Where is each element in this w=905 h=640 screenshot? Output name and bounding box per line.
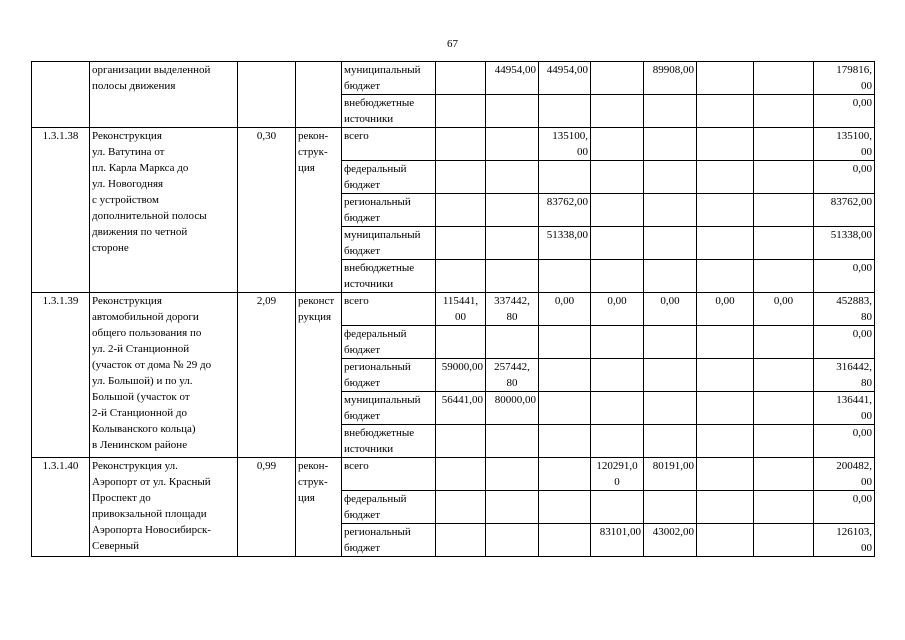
value-cell xyxy=(754,95,814,128)
funding-source-cell: федеральный бюджет xyxy=(342,326,436,359)
value-cell xyxy=(644,227,697,260)
funding-source-cell: региональный бюджет xyxy=(342,524,436,557)
value-cell xyxy=(754,392,814,425)
value-cell xyxy=(697,62,754,95)
value-cell xyxy=(539,161,591,194)
table-row xyxy=(32,293,875,326)
value-cell xyxy=(644,128,697,161)
value-cell: 44954,00 xyxy=(539,62,591,95)
length-cell xyxy=(238,62,296,128)
item-name-cell: организации выделенной полосы движения xyxy=(90,62,238,128)
value-cell xyxy=(644,326,697,359)
value-cell xyxy=(486,425,539,458)
value-cell xyxy=(591,62,644,95)
value-cell xyxy=(539,326,591,359)
total-cell: 0,00 xyxy=(814,95,875,128)
value-cell xyxy=(436,425,486,458)
value-cell xyxy=(436,227,486,260)
value-cell xyxy=(697,524,754,557)
value-cell: 0,00 xyxy=(697,293,754,326)
funding-source-cell: федеральный бюджет xyxy=(342,161,436,194)
value-cell xyxy=(436,62,486,95)
work-type-cell: рекон- струк- ция xyxy=(296,128,342,293)
value-cell xyxy=(644,392,697,425)
value-cell xyxy=(539,359,591,392)
value-cell: 59000,00 xyxy=(436,359,486,392)
value-cell xyxy=(486,524,539,557)
value-cell xyxy=(697,260,754,293)
table-row xyxy=(32,458,875,491)
value-cell xyxy=(644,425,697,458)
funding-source-cell: федеральный бюджет xyxy=(342,491,436,524)
funding-source-cell: муниципальный бюджет xyxy=(342,62,436,95)
value-cell xyxy=(754,194,814,227)
value-cell xyxy=(644,161,697,194)
value-cell xyxy=(754,491,814,524)
value-cell: 89908,00 xyxy=(644,62,697,95)
value-cell xyxy=(486,260,539,293)
value-cell: 0,00 xyxy=(754,293,814,326)
value-cell xyxy=(591,227,644,260)
value-cell xyxy=(591,392,644,425)
value-cell xyxy=(754,326,814,359)
total-cell: 0,00 xyxy=(814,491,875,524)
funding-source-cell: региональный бюджет xyxy=(342,359,436,392)
item-name-cell: Реконструкция ул. Ватутина от пл. Карла Маркса до ул. Новогодняя с устройством дополнительной полосы движения по четной стороне xyxy=(90,128,238,293)
value-cell: 80191,00 xyxy=(644,458,697,491)
total-cell: 51338,00 xyxy=(814,227,875,260)
total-cell: 179816, 00 xyxy=(814,62,875,95)
funding-source-cell: региональный бюджет xyxy=(342,194,436,227)
work-type-cell: рекон- струк- ция xyxy=(296,458,342,557)
value-cell xyxy=(754,161,814,194)
value-cell xyxy=(436,524,486,557)
value-cell xyxy=(486,326,539,359)
value-cell: 0,00 xyxy=(644,293,697,326)
value-cell xyxy=(436,128,486,161)
value-cell xyxy=(754,425,814,458)
value-cell: 120291,0 0 xyxy=(591,458,644,491)
value-cell xyxy=(591,95,644,128)
value-cell xyxy=(754,227,814,260)
item-number-cell: 1.3.1.39 xyxy=(32,293,90,458)
item-name-cell: Реконструкция автомобильной дороги общего пользования по ул. 2-й Станционной (участок от дома № 29 до ул. Большой) и по ул. Большой (участок от 2-й Станционной до Колыванского кольца) в Ленинском районе xyxy=(90,293,238,458)
value-cell xyxy=(539,458,591,491)
total-cell: 200482, 00 xyxy=(814,458,875,491)
item-name-cell: Реконструкция ул. Аэропорт от ул. Красный Проспект до привокзальной площади Аэропорта Новосибирск- Северный xyxy=(90,458,238,557)
budget-table xyxy=(31,61,875,557)
total-cell: 135100, 00 xyxy=(814,128,875,161)
item-number-cell xyxy=(32,62,90,128)
total-cell: 0,00 xyxy=(814,425,875,458)
value-cell xyxy=(754,524,814,557)
funding-source-cell: внебюджетные источники xyxy=(342,425,436,458)
value-cell: 83101,00 xyxy=(591,524,644,557)
value-cell: 0,00 xyxy=(591,293,644,326)
value-cell xyxy=(644,260,697,293)
value-cell: 43002,00 xyxy=(644,524,697,557)
value-cell xyxy=(486,128,539,161)
funding-source-cell: внебюджетные источники xyxy=(342,95,436,128)
value-cell xyxy=(486,458,539,491)
value-cell xyxy=(697,95,754,128)
value-cell xyxy=(486,95,539,128)
funding-source-cell: всего xyxy=(342,458,436,491)
value-cell xyxy=(436,95,486,128)
value-cell xyxy=(486,227,539,260)
total-cell: 0,00 xyxy=(814,326,875,359)
value-cell xyxy=(644,194,697,227)
work-type-cell: реконст рукция xyxy=(296,293,342,458)
funding-source-cell: муниципальный бюджет xyxy=(342,227,436,260)
value-cell: 135100, 00 xyxy=(539,128,591,161)
length-cell: 2,09 xyxy=(238,293,296,458)
value-cell xyxy=(436,491,486,524)
value-cell xyxy=(697,425,754,458)
funding-source-cell: муниципальный бюджет xyxy=(342,392,436,425)
value-cell xyxy=(486,194,539,227)
value-cell xyxy=(697,491,754,524)
value-cell xyxy=(697,458,754,491)
funding-source-cell: внебюджетные источники xyxy=(342,260,436,293)
total-cell: 0,00 xyxy=(814,260,875,293)
value-cell xyxy=(436,326,486,359)
value-cell xyxy=(644,491,697,524)
item-number-cell: 1.3.1.40 xyxy=(32,458,90,557)
total-cell: 126103, 00 xyxy=(814,524,875,557)
value-cell: 0,00 xyxy=(539,293,591,326)
value-cell: 80000,00 xyxy=(486,392,539,425)
length-cell: 0,99 xyxy=(238,458,296,557)
value-cell xyxy=(539,491,591,524)
item-number-cell: 1.3.1.38 xyxy=(32,128,90,293)
page-number: 67 xyxy=(447,38,458,50)
value-cell xyxy=(539,95,591,128)
funding-source-cell: всего xyxy=(342,128,436,161)
value-cell xyxy=(591,194,644,227)
value-cell xyxy=(436,260,486,293)
value-cell xyxy=(754,359,814,392)
value-cell xyxy=(697,359,754,392)
value-cell xyxy=(591,425,644,458)
total-cell: 136441, 00 xyxy=(814,392,875,425)
value-cell: 44954,00 xyxy=(486,62,539,95)
total-cell: 316442, 80 xyxy=(814,359,875,392)
value-cell xyxy=(697,227,754,260)
value-cell xyxy=(436,194,486,227)
value-cell xyxy=(697,161,754,194)
value-cell xyxy=(644,95,697,128)
total-cell: 83762,00 xyxy=(814,194,875,227)
value-cell xyxy=(486,161,539,194)
value-cell xyxy=(539,260,591,293)
total-cell: 452883, 80 xyxy=(814,293,875,326)
value-cell: 337442, 80 xyxy=(486,293,539,326)
value-cell xyxy=(754,62,814,95)
value-cell xyxy=(697,194,754,227)
length-cell: 0,30 xyxy=(238,128,296,293)
value-cell xyxy=(486,491,539,524)
total-cell: 0,00 xyxy=(814,161,875,194)
value-cell xyxy=(754,128,814,161)
value-cell xyxy=(697,326,754,359)
value-cell xyxy=(436,458,486,491)
value-cell xyxy=(591,161,644,194)
value-cell: 56441,00 xyxy=(436,392,486,425)
value-cell: 83762,00 xyxy=(539,194,591,227)
value-cell xyxy=(591,128,644,161)
value-cell xyxy=(436,161,486,194)
value-cell xyxy=(644,359,697,392)
work-type-cell xyxy=(296,62,342,128)
value-cell xyxy=(539,425,591,458)
value-cell xyxy=(697,128,754,161)
value-cell xyxy=(591,359,644,392)
value-cell xyxy=(754,458,814,491)
value-cell xyxy=(539,524,591,557)
value-cell xyxy=(591,491,644,524)
value-cell: 51338,00 xyxy=(539,227,591,260)
value-cell xyxy=(754,260,814,293)
value-cell xyxy=(591,326,644,359)
value-cell: 115441, 00 xyxy=(436,293,486,326)
funding-source-cell: всего xyxy=(342,293,436,326)
table-row xyxy=(32,128,875,161)
value-cell xyxy=(697,392,754,425)
value-cell xyxy=(539,392,591,425)
table-row xyxy=(32,62,875,95)
value-cell xyxy=(591,260,644,293)
value-cell: 257442, 80 xyxy=(486,359,539,392)
